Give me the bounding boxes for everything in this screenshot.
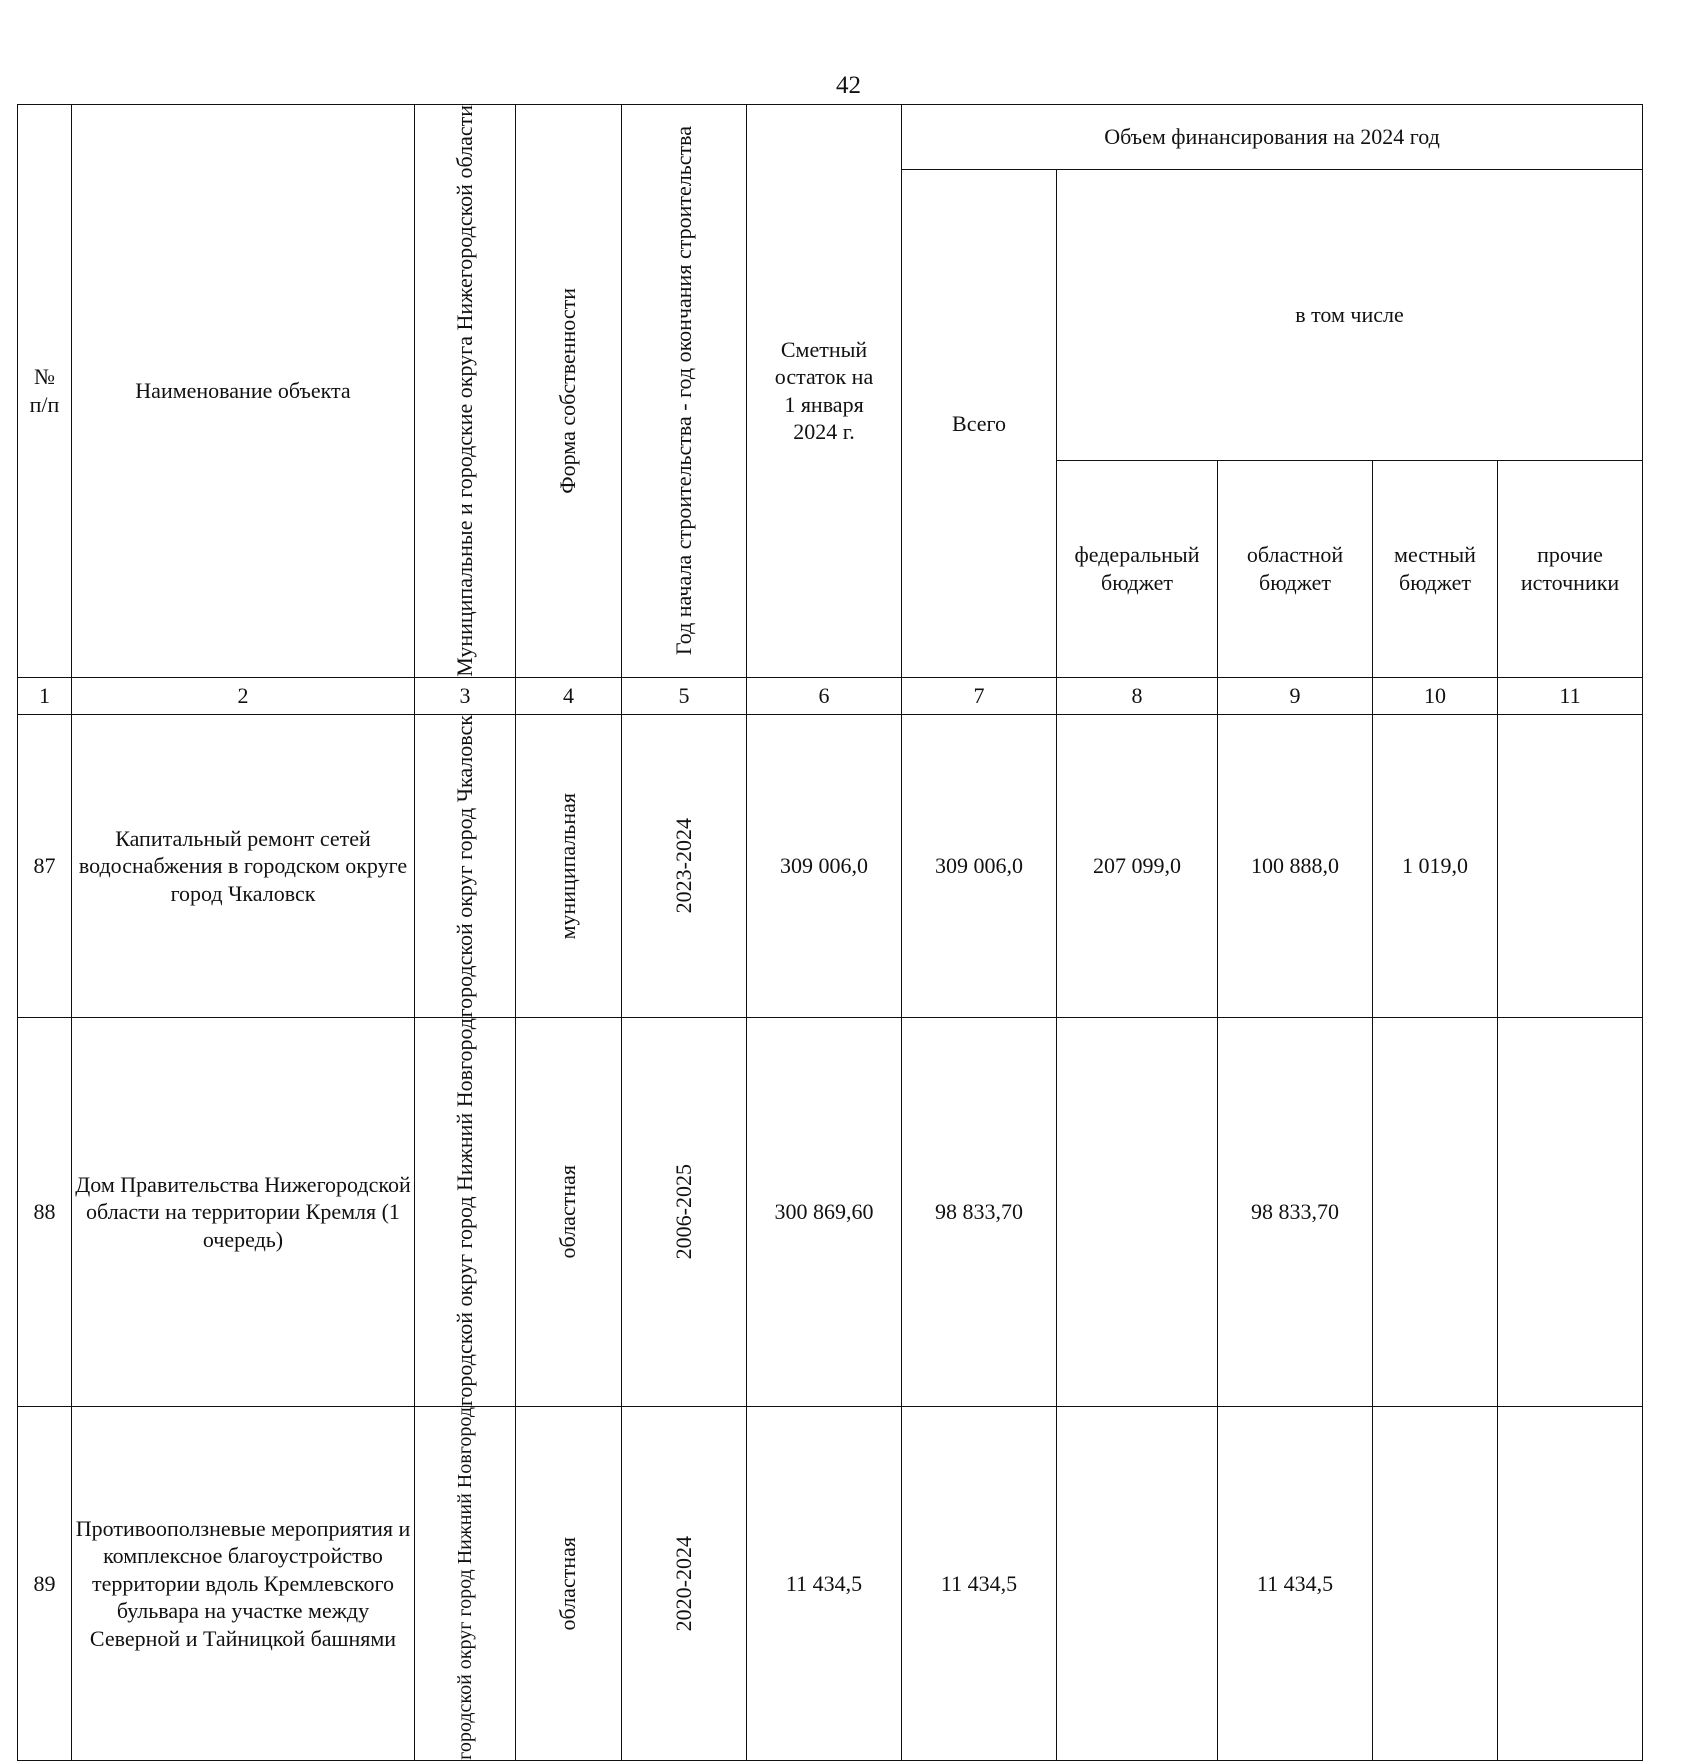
municipality: городской округ город Нижний Новгород	[453, 1407, 476, 1760]
funding-federal	[1057, 1018, 1218, 1407]
header-other: прочие источники	[1498, 460, 1643, 677]
funding-federal	[1057, 1407, 1218, 1761]
years-cell	[622, 1407, 747, 1761]
construction-years: 2006-2025	[670, 1164, 696, 1260]
header-regional: областной бюджет	[1218, 460, 1373, 677]
funding-regional: 11 434,5	[1218, 1407, 1373, 1761]
ownership: муниципальная	[555, 792, 581, 940]
row-number: 87	[18, 714, 72, 1017]
column-number: 2	[72, 677, 415, 714]
page-number: 42	[836, 72, 861, 99]
municipality-cell	[415, 1407, 516, 1761]
column-number: 5	[622, 677, 747, 714]
funding-regional: 98 833,70	[1218, 1018, 1373, 1407]
header-estimate: Сметный остаток на 1 января 2024 г.	[747, 105, 902, 678]
funding-other	[1498, 714, 1643, 1017]
construction-years: 2023-2024	[670, 818, 696, 914]
municipality-cell	[415, 714, 516, 1017]
header-ownership	[516, 105, 622, 678]
funding-local	[1373, 1018, 1498, 1407]
table-row	[18, 1018, 1643, 1407]
municipality: городской округ город Нижний Новгород	[451, 1018, 477, 1407]
table-row	[18, 1407, 1643, 1761]
funding-total: 309 006,0	[902, 714, 1057, 1017]
column-number: 6	[747, 677, 902, 714]
header-federal: федеральный бюджет	[1057, 460, 1218, 677]
column-number: 4	[516, 677, 622, 714]
header-municipality	[415, 105, 516, 678]
ownership: областная	[555, 1536, 581, 1631]
header-object-name: Наименование объекта	[72, 105, 415, 678]
estimate-balance: 300 869,60	[747, 1018, 902, 1407]
header-local: местный бюджет	[1373, 460, 1498, 677]
funding-regional: 100 888,0	[1218, 714, 1373, 1017]
construction-years: 2020-2024	[670, 1535, 696, 1632]
header-number: № п/п	[18, 105, 72, 678]
estimate-balance: 309 006,0	[747, 714, 902, 1017]
funding-other	[1498, 1407, 1643, 1761]
object-name: Капитальный ремонт сетей водоснабжения в городском округе город Чкаловск	[72, 714, 415, 1017]
years-cell	[622, 714, 747, 1017]
ownership: областная	[555, 1165, 581, 1259]
header-years-label: Год начала строительства - год окончания строительства	[670, 126, 696, 656]
years-cell	[622, 1018, 747, 1407]
municipality-cell	[415, 1018, 516, 1407]
funding-federal: 207 099,0	[1057, 714, 1218, 1017]
column-number: 7	[902, 677, 1057, 714]
ownership-cell	[516, 714, 622, 1017]
header-total: Всего	[902, 170, 1057, 678]
funding-local: 1 019,0	[1373, 714, 1498, 1017]
object-name: Дом Правительства Нижегородской области на территории Кремля (1 очередь)	[72, 1018, 415, 1407]
column-number: 8	[1057, 677, 1218, 714]
estimate-balance: 11 434,5	[747, 1407, 902, 1761]
column-number: 3	[415, 677, 516, 714]
funding-local	[1373, 1407, 1498, 1761]
investment-objects-table	[17, 104, 1643, 1761]
column-number: 9	[1218, 677, 1373, 714]
funding-other	[1498, 1018, 1643, 1407]
object-name: Противооползневые мероприятия и комплексное благоустройство территории вдоль Кремлевского бульвара на участке между Северной и Тайницкой башнями	[72, 1407, 415, 1761]
ownership-cell	[516, 1407, 622, 1761]
ownership-cell	[516, 1018, 622, 1407]
column-number: 10	[1373, 677, 1498, 714]
header-ownership-label: Форма собственности	[555, 287, 581, 494]
table-row	[18, 714, 1643, 1017]
municipality: городской округ город Чкаловск	[451, 714, 477, 1018]
row-number: 88	[18, 1018, 72, 1407]
header-municipality-label: Муниципальные и городские округа Нижегородской области	[451, 105, 477, 677]
column-number: 1	[18, 677, 72, 714]
column-numbers-row	[18, 677, 1643, 714]
header-years	[622, 105, 747, 678]
row-number: 89	[18, 1407, 72, 1761]
column-number: 11	[1498, 677, 1643, 714]
header-including: в том числе	[1057, 170, 1643, 461]
funding-total: 98 833,70	[902, 1018, 1057, 1407]
funding-total: 11 434,5	[902, 1407, 1057, 1761]
header-funding-group: Объем финансирования на 2024 год	[902, 105, 1643, 170]
